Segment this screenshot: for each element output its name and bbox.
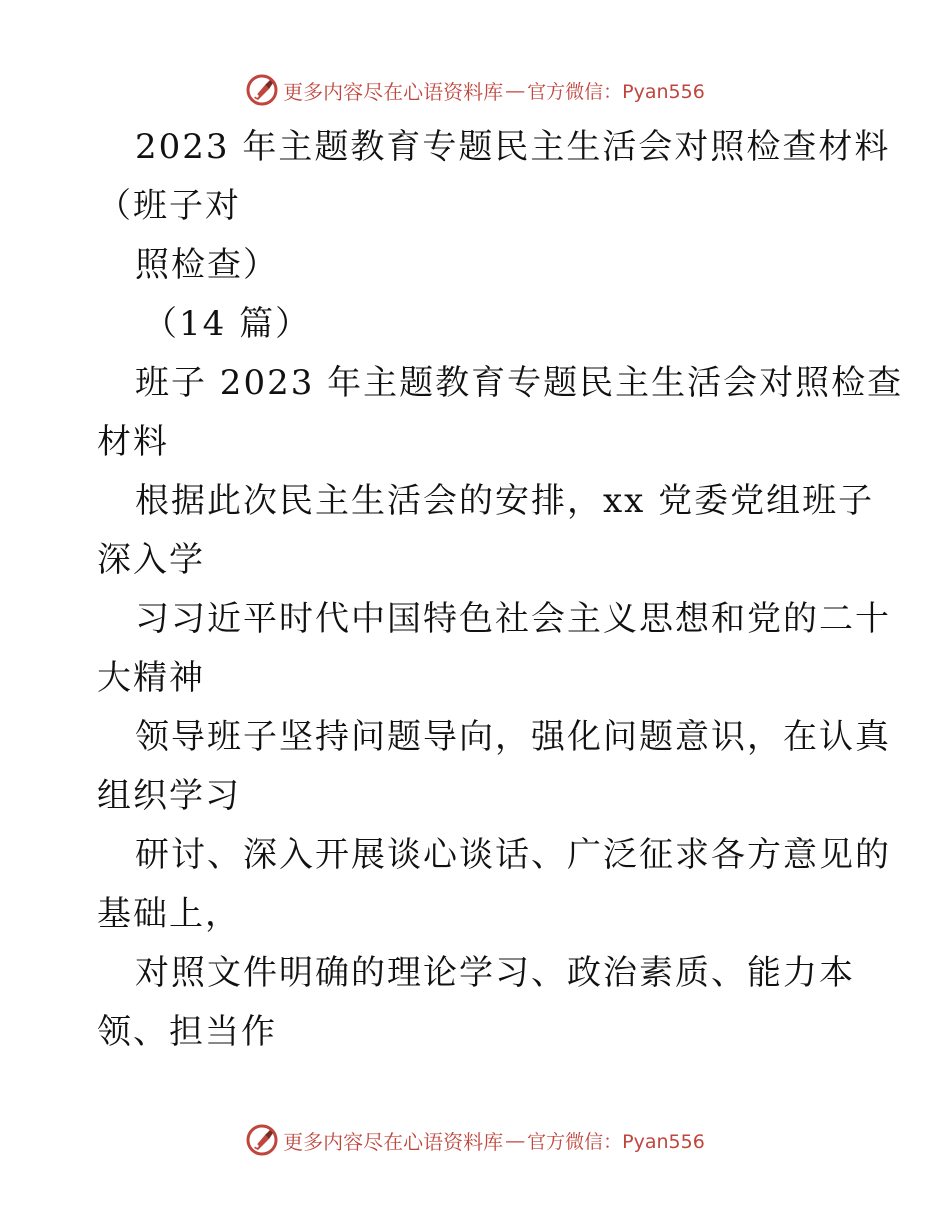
doc-title-line-2: （班子对 (97, 186, 241, 226)
watermark-text: 更多内容尽在心语资料库 (283, 79, 504, 104)
document-body (97, 118, 904, 1062)
watermark-dash: — (505, 78, 526, 102)
paragraph-line: 基础上， (97, 894, 241, 934)
paragraph-line: 大精神 (97, 658, 205, 698)
footer-watermark (0, 1120, 950, 1160)
watermark-text: 更多内容尽在心语资料库 (283, 1129, 504, 1154)
watermark-wechat: 官方微信：Pyan556 (527, 1130, 705, 1153)
paragraph-line: 领导班子坚持问题导向，强化问题意识，在认真 (135, 717, 891, 757)
paragraph-line: 根据此次民主生活会的安排，xx 党委党组班子 (135, 481, 875, 521)
paragraph-line: 研讨、深入开展谈心谈话、广泛征求各方意见的 (135, 835, 891, 875)
fountain-pen-logo-icon (245, 73, 279, 107)
paragraph-line: 习习近平时代中国特色社会主义思想和党的二十 (135, 599, 891, 639)
doc-title-line-3: 照检查） (135, 245, 279, 285)
doc-subtitle-line-2: 材料 (97, 422, 169, 462)
watermark-dash: — (505, 1128, 526, 1152)
fountain-pen-logo-icon (245, 1123, 279, 1157)
paragraph-line: 对照文件明确的理论学习、政治素质、能力本 (135, 953, 855, 993)
doc-count-line: （14 篇） (143, 304, 312, 344)
header-watermark (0, 70, 950, 110)
paragraph-line: 组织学习 (97, 776, 241, 816)
doc-subtitle-line-1: 班子 2023 年主题教育专题民主生活会对照检查 (135, 363, 904, 403)
watermark-wechat: 官方微信：Pyan556 (527, 80, 705, 103)
doc-title-line-1: 2023 年主题教育专题民主生活会对照检查材料 (135, 127, 891, 167)
paragraph-line: 领、担当作 (97, 1012, 277, 1052)
paragraph-line: 深入学 (97, 540, 205, 580)
